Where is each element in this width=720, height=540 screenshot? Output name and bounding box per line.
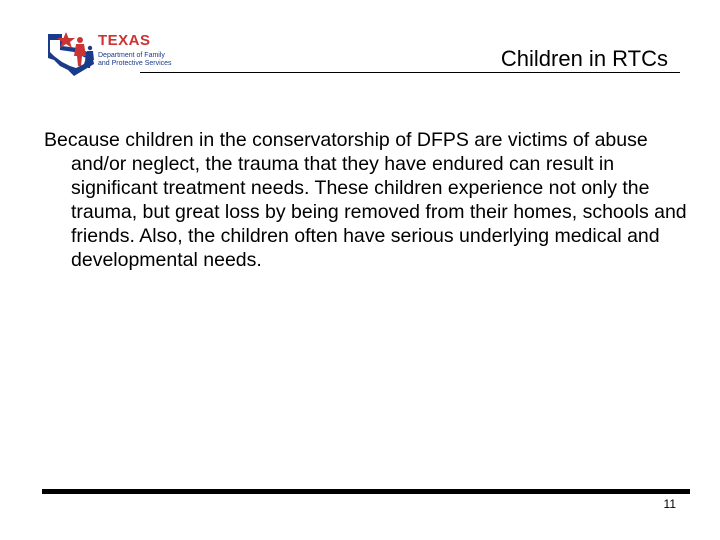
logo-department-text: Department of Family <box>98 52 165 59</box>
slide-body-paragraph: Because children in the conservatorship of DFPS are victims of abuse and/or neglect, the trauma that they have endured can result in significant treatment needs. These children experience not only the trauma, but great loss by being removed from their homes, schools and friends. Also, the children often have serious underlying medical and developmental needs. <box>44 129 687 271</box>
slide-title: Children in RTCs <box>500 46 668 71</box>
logo-services-text: and Protective Services <box>98 60 172 67</box>
page-number: 11 <box>663 497 676 511</box>
logo-texas-text: TEXAS <box>98 32 151 49</box>
footer-divider <box>42 489 690 494</box>
header-divider <box>140 72 680 73</box>
texas-dfps-logo-icon <box>44 30 100 76</box>
logo-wordmark <box>98 33 172 68</box>
dfps-logo <box>44 30 190 78</box>
